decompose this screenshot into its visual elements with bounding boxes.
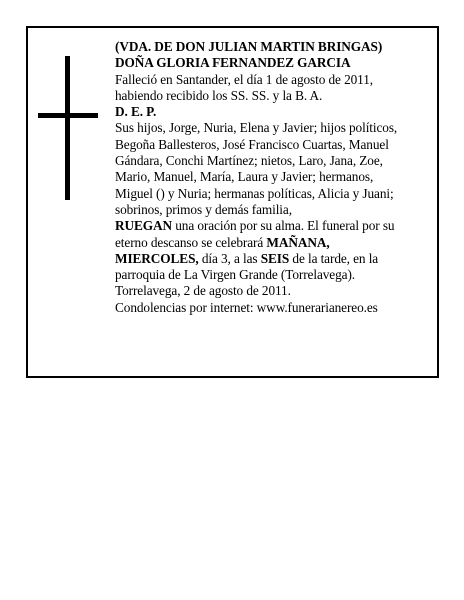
family-line: Sus hijos, Jorge, Nuria, Elena y Javier; hijos políticos,: [115, 120, 398, 136]
manana-word: MAÑANA,: [266, 234, 330, 250]
funeral-line-3: [115, 251, 437, 267]
cross-vertical-bar: [65, 56, 70, 200]
seis-word: SEIS: [260, 250, 290, 266]
family-line: Miguel () y Nuria; hermanas políticas, Alicia y Juani;: [115, 185, 394, 201]
cross-horizontal-bar: [38, 113, 98, 118]
ruegan-rest: una oración por su alma. El funeral por su: [172, 218, 395, 234]
funeral-line-1: [115, 218, 437, 234]
funeral-mid: día 3, a las: [198, 250, 261, 266]
ruegan-word: RUEGAN: [115, 218, 173, 234]
death-line-2: habiendo recibido los SS. SS. y la B. A.: [115, 87, 323, 103]
notice-text: [115, 39, 437, 316]
funeral-line-2: [115, 235, 437, 251]
funeral-line-4: parroquia de La Virgen Grande (Torrelavega).: [115, 267, 355, 283]
funeral-line-2-text: eterno descanso se celebrará: [115, 234, 267, 250]
death-line-1: Falleció en Santander, el día 1 de agosto de 2011,: [115, 71, 373, 87]
family-line: sobrinos, primos y demás familia,: [115, 201, 292, 217]
condolences-line: Condolencias por internet: www.funerarianereo.es: [115, 299, 378, 315]
miercoles-word: MIERCOLES,: [115, 250, 199, 266]
obituary-notice: [26, 26, 439, 378]
place-date: Torrelavega, 2 de agosto de 2011.: [115, 283, 291, 299]
widow-line: (VDA. DE DON JULIAN MARTIN BRINGAS): [115, 39, 383, 54]
family-line: Gándara, Conchi Martínez; nietos, Laro, Jana, Zoe,: [115, 153, 383, 169]
rip-line: D. E. P.: [115, 104, 157, 120]
deceased-name: DOÑA GLORIA FERNANDEZ GARCIA: [115, 55, 351, 71]
family-line: Begoña Ballesteros, José Francisco Cuartas, Manuel: [115, 136, 389, 152]
family-line: Mario, Manuel, María, Laura y Javier; hermanos,: [115, 169, 374, 185]
cross-icon: [38, 56, 98, 200]
funeral-end: de la tarde, en la: [289, 250, 379, 266]
